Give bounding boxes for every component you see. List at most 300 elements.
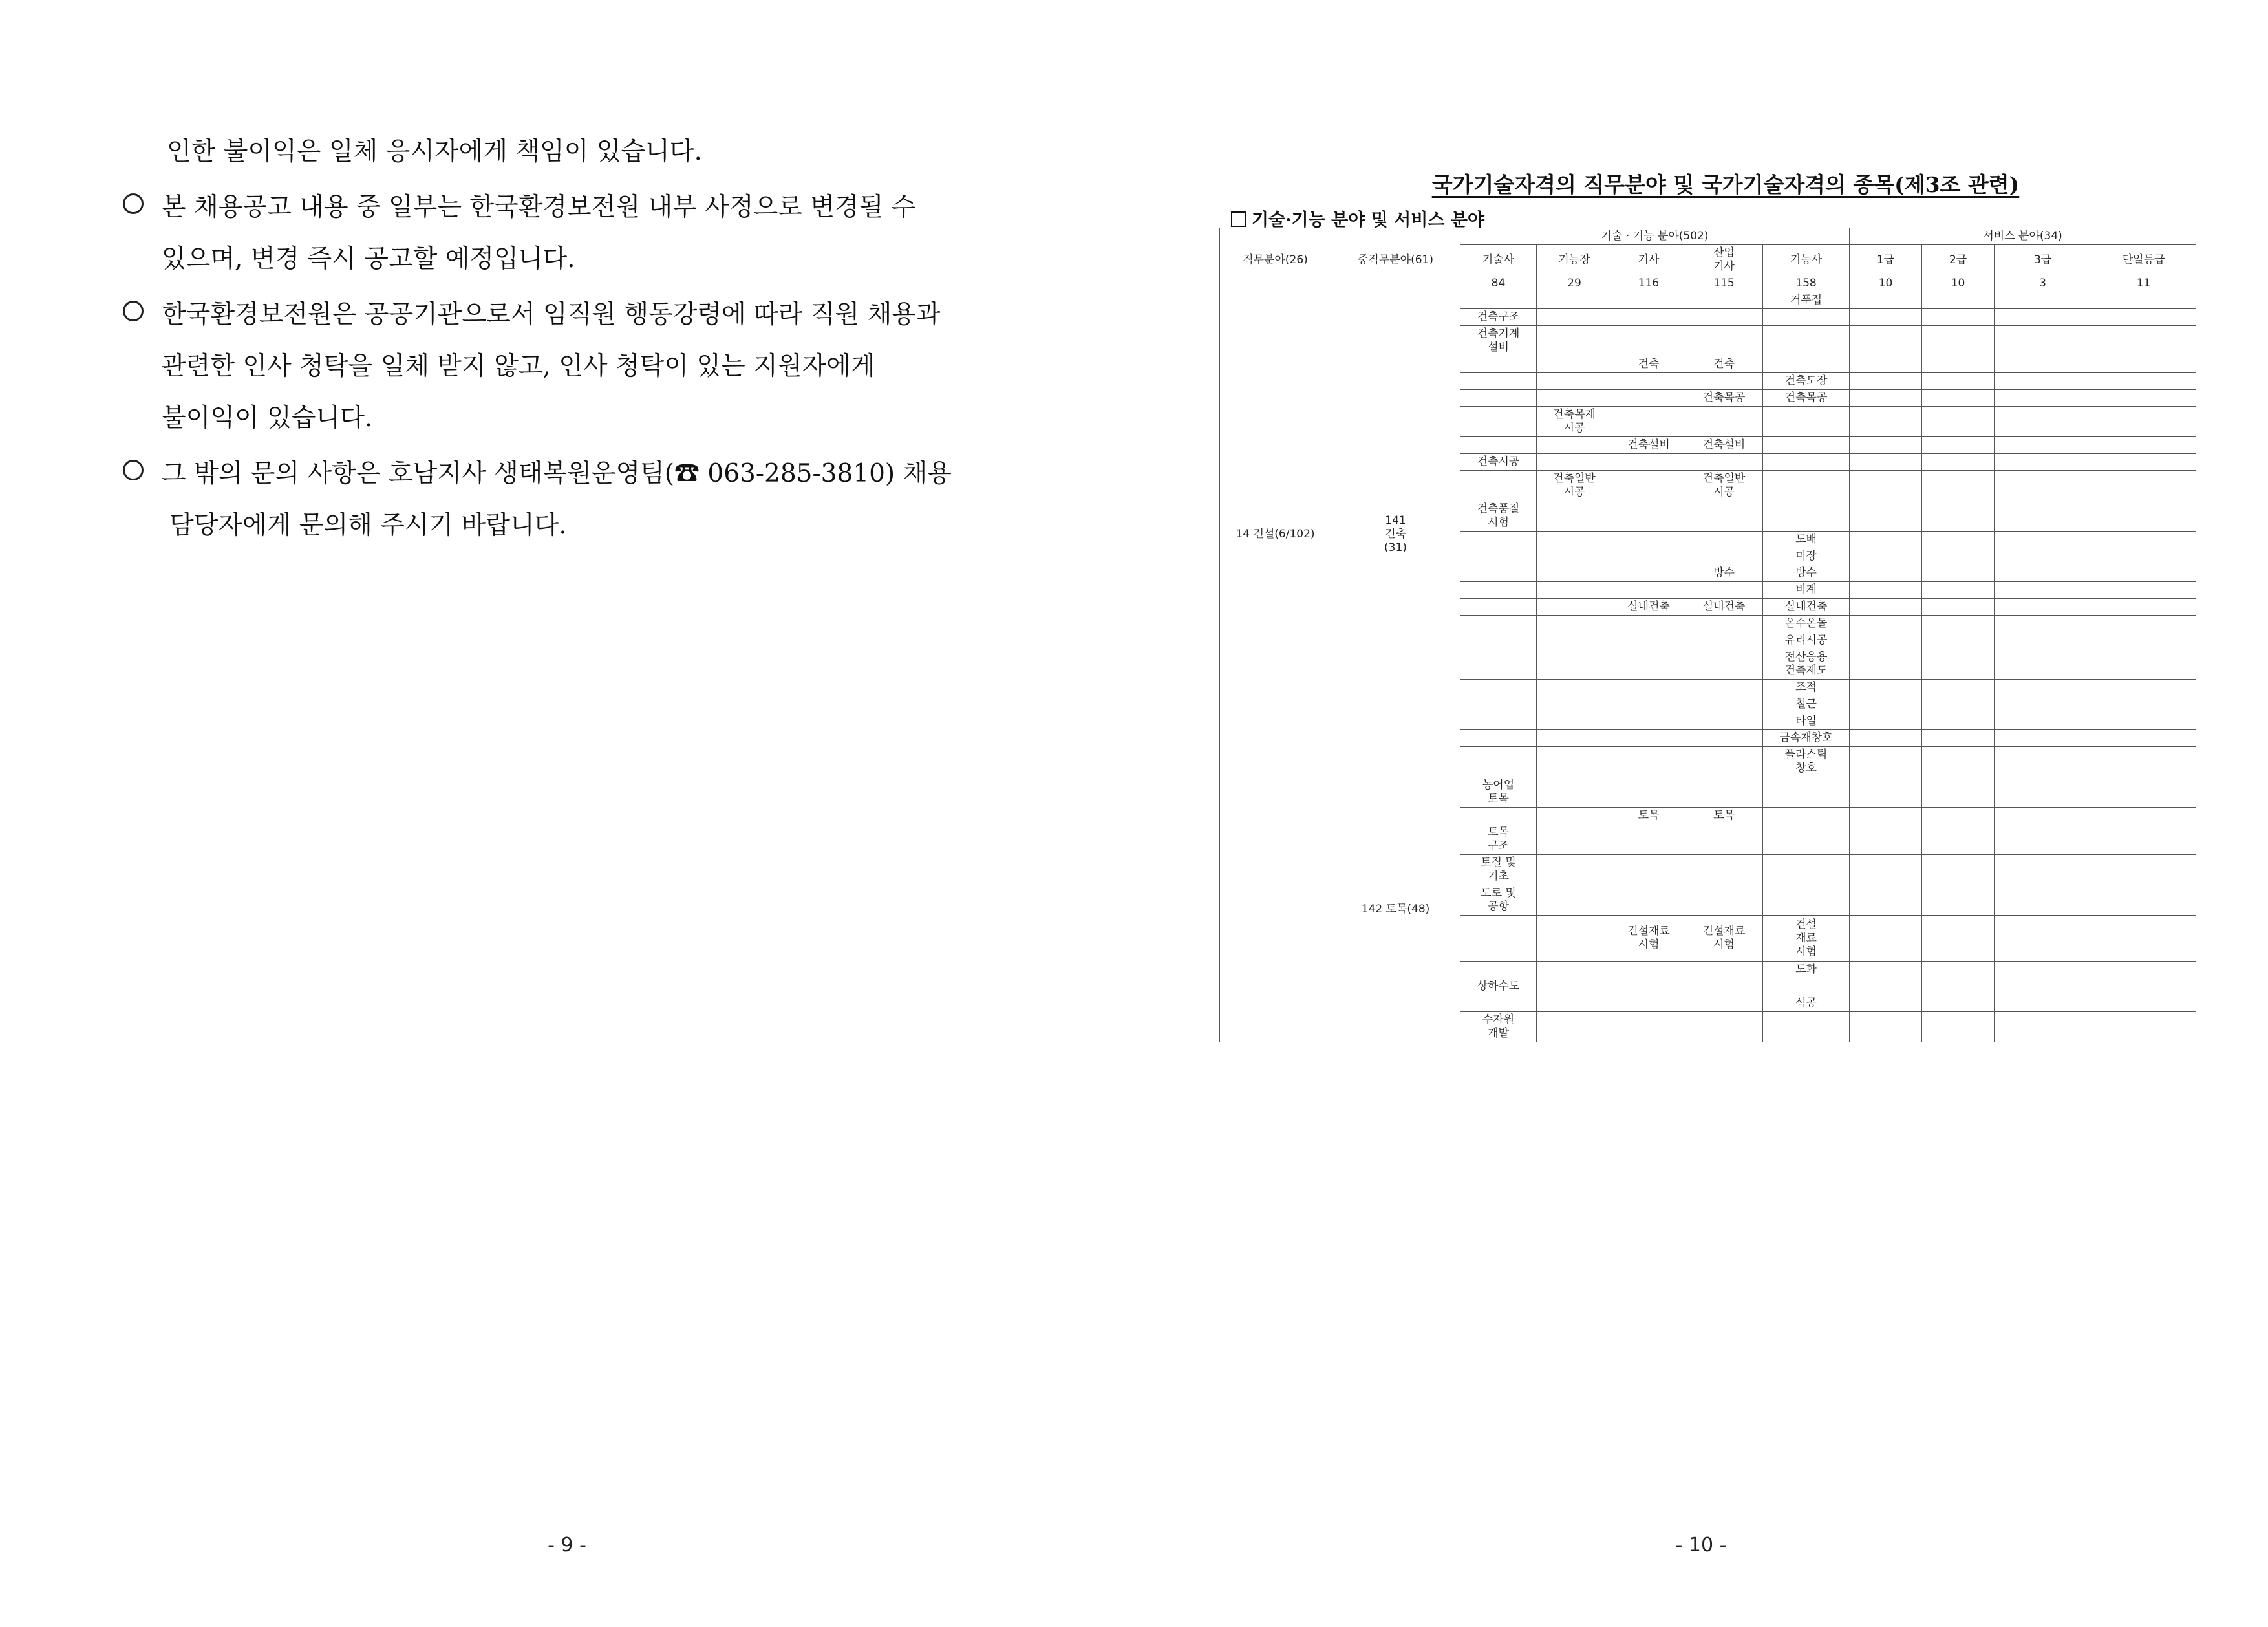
table-cell: 건축설비	[1685, 437, 1763, 454]
table-cell	[1995, 824, 2091, 855]
table-cell	[1995, 326, 2091, 356]
table-cell	[2091, 696, 2196, 713]
circle-bullet-icon	[123, 193, 144, 214]
table-cell	[1537, 808, 1612, 824]
table-cell	[1612, 995, 1685, 1012]
table-cell	[1995, 437, 2091, 454]
qualification-table	[1219, 228, 2196, 1042]
table-cell	[1995, 565, 2091, 582]
table-cell	[1850, 680, 1922, 696]
table-cell	[1612, 649, 1685, 680]
table-cell	[2091, 390, 2196, 407]
table-cell	[1685, 292, 1763, 309]
table-cell	[1460, 407, 1537, 437]
table-cell	[2091, 824, 2196, 855]
table-cell	[1612, 407, 1685, 437]
table-cell	[1763, 777, 1850, 808]
table-cell	[1537, 885, 1612, 916]
table-cell	[1995, 730, 2091, 747]
table-cell: 상하수도	[1460, 978, 1537, 995]
table-cell	[1850, 292, 1922, 309]
table-cell	[1460, 532, 1537, 548]
table-cell: 건축	[1612, 356, 1685, 373]
table-cell	[2091, 855, 2196, 885]
table-cell: 유리시공	[1763, 632, 1850, 649]
table-cell	[1850, 916, 1922, 962]
table-cell	[1995, 454, 2091, 471]
table-cell: 방수	[1685, 565, 1763, 582]
table-cell	[1850, 616, 1922, 632]
table-cell	[1685, 696, 1763, 713]
count-cell: 116	[1612, 275, 1685, 292]
table-cell	[1612, 747, 1685, 777]
table-cell	[1850, 309, 1922, 326]
table-cell	[1537, 824, 1612, 855]
table-cell	[1995, 373, 2091, 390]
group-header: 기술 · 기능 분야(502)	[1460, 228, 1850, 245]
table-cell	[1537, 548, 1612, 565]
table-cell	[1460, 696, 1537, 713]
table-cell: 실내건축	[1763, 599, 1850, 616]
table-cell	[1995, 356, 2091, 373]
table-cell	[2091, 326, 2196, 356]
table-cell	[1460, 390, 1537, 407]
table-cell	[1763, 356, 1850, 373]
count-cell: 10	[1922, 275, 1995, 292]
table-cell	[1685, 407, 1763, 437]
table-cell	[1460, 632, 1537, 649]
table-row	[1220, 292, 2196, 309]
table-cell	[2091, 730, 2196, 747]
table-cell	[1612, 565, 1685, 582]
table-cell: 건축일반 시공	[1685, 471, 1763, 501]
sub-field-cell: 142 토목(48)	[1331, 777, 1460, 1042]
table-cell	[1612, 309, 1685, 326]
table-cell	[2091, 1012, 2196, 1042]
table-cell	[1922, 616, 1995, 632]
table-cell	[1612, 326, 1685, 356]
table-cell	[1685, 1012, 1763, 1042]
table-cell	[1763, 407, 1850, 437]
table-cell	[1537, 373, 1612, 390]
page-number: - 10 -	[1675, 1534, 1727, 1557]
table-cell	[1922, 471, 1995, 501]
sub-field-cell: 141 건축 (31)	[1331, 292, 1460, 777]
table-cell	[1850, 855, 1922, 885]
table-cell	[1995, 548, 2091, 565]
table-cell	[2091, 713, 2196, 730]
table-cell: 건축도장	[1763, 373, 1850, 390]
table-cell	[1763, 309, 1850, 326]
column-header: 중직무분야(61)	[1331, 228, 1460, 292]
table-cell: 실내건축	[1612, 599, 1685, 616]
table-cell	[1612, 1012, 1685, 1042]
table-cell	[1763, 471, 1850, 501]
table-cell	[2091, 565, 2196, 582]
column-header: 1급	[1850, 245, 1922, 275]
table-cell	[1922, 501, 1995, 532]
paragraph-line: 인한 불이익은 일체 응시자에게 책임이 있습니다.	[167, 137, 702, 166]
table-cell	[1922, 407, 1995, 437]
table-cell	[1612, 978, 1685, 995]
table-cell	[1612, 696, 1685, 713]
table-cell	[1460, 292, 1537, 309]
table-cell	[1995, 1012, 2091, 1042]
table-cell	[1685, 680, 1763, 696]
table-cell	[1922, 680, 1995, 696]
table-cell	[1460, 962, 1537, 978]
table-cell	[1460, 373, 1537, 390]
table-cell	[1922, 777, 1995, 808]
table-cell	[1763, 855, 1850, 885]
table-cell	[1537, 649, 1612, 680]
table-cell	[1460, 730, 1537, 747]
table-cell	[1612, 824, 1685, 855]
table-cell	[2091, 962, 2196, 978]
table-cell	[1995, 632, 2091, 649]
group-header: 서비스 분야(34)	[1850, 228, 2196, 245]
table-cell	[1763, 437, 1850, 454]
table-cell	[1850, 632, 1922, 649]
table-cell: 온수온돌	[1763, 616, 1850, 632]
table-cell	[1850, 599, 1922, 616]
table-cell	[1995, 978, 2091, 995]
checkbox-icon	[1231, 211, 1246, 227]
table-cell	[1922, 373, 1995, 390]
table-cell	[2091, 356, 2196, 373]
count-cell: 158	[1763, 275, 1850, 292]
count-cell: 84	[1460, 275, 1537, 292]
table-cell	[1460, 747, 1537, 777]
paragraph	[123, 448, 1041, 552]
column-header: 기술사	[1460, 245, 1537, 275]
table-cell	[1850, 565, 1922, 582]
table-cell	[1922, 632, 1995, 649]
table-row	[1220, 777, 2196, 808]
table-cell	[1922, 916, 1995, 962]
table-cell	[1537, 437, 1612, 454]
table-cell	[2091, 373, 2196, 390]
table-cell	[1685, 978, 1763, 995]
table-cell	[1612, 582, 1685, 599]
table-cell	[2091, 995, 2196, 1012]
table-cell: 건축목공	[1763, 390, 1850, 407]
table-cell: 건축일반 시공	[1537, 471, 1612, 501]
table-cell	[1537, 390, 1612, 407]
table-cell	[1922, 356, 1995, 373]
table-cell	[1850, 532, 1922, 548]
paragraph	[123, 126, 1041, 178]
table-cell	[1922, 824, 1995, 855]
table-cell	[1612, 730, 1685, 747]
table-cell: 조적	[1763, 680, 1850, 696]
table-cell	[1995, 599, 2091, 616]
table-cell	[1460, 808, 1537, 824]
table-cell	[2091, 649, 2196, 680]
table-cell: 건축구조	[1460, 309, 1537, 326]
table-cell: 도배	[1763, 532, 1850, 548]
table-cell	[1850, 713, 1922, 730]
table-cell: 방수	[1763, 565, 1850, 582]
table-cell	[1460, 471, 1537, 501]
table-cell: 도로 및 공항	[1460, 885, 1537, 916]
table-cell	[1995, 501, 2091, 532]
table-cell	[1612, 532, 1685, 548]
table-cell	[1995, 582, 2091, 599]
table-cell	[1922, 649, 1995, 680]
table-cell	[1685, 632, 1763, 649]
table-cell	[1537, 777, 1612, 808]
table-cell	[2091, 548, 2196, 565]
table-cell	[2091, 292, 2196, 309]
table-cell	[1685, 326, 1763, 356]
table-cell	[1685, 885, 1763, 916]
table-cell	[1850, 390, 1922, 407]
table-cell	[1537, 995, 1612, 1012]
circle-bullet-icon	[123, 301, 144, 321]
table-cell	[1685, 548, 1763, 565]
table-cell	[1537, 730, 1612, 747]
table-cell	[1850, 326, 1922, 356]
table-cell	[1685, 747, 1763, 777]
table-cell	[1995, 649, 2091, 680]
table-cell	[1537, 747, 1612, 777]
column-header: 기사	[1612, 245, 1685, 275]
table-cell	[1995, 616, 2091, 632]
table-cell	[1537, 978, 1612, 995]
table-cell	[1850, 649, 1922, 680]
table-cell	[1763, 824, 1850, 855]
paragraph-line: 관련한 인사 청탁을 일체 받지 않고, 인사 청탁이 있는 지원자에게	[162, 352, 875, 381]
table-cell	[1995, 713, 2091, 730]
table-header-row	[1220, 228, 2196, 245]
table-cell	[1612, 777, 1685, 808]
table-cell	[1537, 680, 1612, 696]
table-cell	[1922, 713, 1995, 730]
table-cell	[1995, 309, 2091, 326]
table-cell	[1922, 309, 1995, 326]
table-cell: 미장	[1763, 548, 1850, 565]
table-cell	[1995, 855, 2091, 885]
table-cell	[1850, 548, 1922, 565]
table-cell: 건설재료 시험	[1612, 916, 1685, 962]
table-cell	[1685, 730, 1763, 747]
count-cell: 10	[1850, 275, 1922, 292]
table-cell	[1995, 696, 2091, 713]
table-cell: 거푸집	[1763, 292, 1850, 309]
table-cell	[1922, 1012, 1995, 1042]
column-header: 산업 기사	[1685, 245, 1763, 275]
table-cell	[1612, 548, 1685, 565]
table-cell	[1460, 995, 1537, 1012]
table-cell	[2091, 808, 2196, 824]
table-cell	[2091, 582, 2196, 599]
table-cell	[1850, 885, 1922, 916]
table-cell	[1460, 582, 1537, 599]
table-cell	[1922, 582, 1995, 599]
table-cell	[1612, 454, 1685, 471]
table-cell	[1460, 916, 1537, 962]
table-cell	[2091, 471, 2196, 501]
table-cell	[1922, 599, 1995, 616]
table-cell	[1537, 855, 1612, 885]
paragraph-line: 담당자에게 문의해 주시기 바랍니다.	[169, 511, 567, 540]
table-cell	[2091, 501, 2196, 532]
table-cell	[1850, 407, 1922, 437]
table-cell: 석공	[1763, 995, 1850, 1012]
table-cell	[1850, 373, 1922, 390]
left-page	[0, 0, 1134, 1604]
table-cell	[1612, 373, 1685, 390]
table-cell	[1922, 696, 1995, 713]
table-cell	[1612, 632, 1685, 649]
table-cell	[1995, 471, 2091, 501]
table-cell	[1995, 916, 2091, 962]
table-cell	[1922, 747, 1995, 777]
table-cell	[1763, 978, 1850, 995]
table-cell	[1537, 713, 1612, 730]
paragraph-line: 그 밖의 문의 사항은 호남지사 생태복원운영팀(☎ 063-285-3810) 채용	[162, 459, 952, 488]
table-cell: 타일	[1763, 713, 1850, 730]
table-cell	[1537, 582, 1612, 599]
table-cell	[1685, 995, 1763, 1012]
column-header: 2급	[1922, 245, 1995, 275]
table-cell	[1850, 808, 1922, 824]
table-cell	[1995, 995, 2091, 1012]
table-cell	[1685, 373, 1763, 390]
table-cell	[2091, 309, 2196, 326]
table-cell	[1995, 680, 2091, 696]
table-cell	[1537, 532, 1612, 548]
count-cell: 3	[1995, 275, 2091, 292]
table-cell	[1922, 808, 1995, 824]
table-cell	[1995, 808, 2091, 824]
table-cell: 건축시공	[1460, 454, 1537, 471]
table-cell	[2091, 599, 2196, 616]
table-cell	[1763, 501, 1850, 532]
table-cell	[1995, 532, 2091, 548]
table-cell	[1685, 855, 1763, 885]
table-cell	[1537, 501, 1612, 532]
table-cell	[1922, 730, 1995, 747]
table-cell	[1850, 747, 1922, 777]
table-cell	[2091, 885, 2196, 916]
table-cell	[1685, 962, 1763, 978]
table-cell	[1685, 713, 1763, 730]
table-cell	[1460, 565, 1537, 582]
table-cell	[1685, 824, 1763, 855]
table-cell	[1537, 599, 1612, 616]
table-cell	[1460, 437, 1537, 454]
paragraph-line: 있으며, 변경 즉시 공고할 예정입니다.	[162, 244, 575, 274]
table-cell	[1537, 1012, 1612, 1042]
table-cell	[1612, 713, 1685, 730]
table-cell	[1537, 292, 1612, 309]
table-cell: 건설재료 시험	[1685, 916, 1763, 962]
table-cell	[1995, 407, 2091, 437]
table-cell	[1922, 326, 1995, 356]
page-bottom-margin	[1219, 1498, 2197, 1627]
table-cell	[1612, 855, 1685, 885]
count-cell: 115	[1685, 275, 1763, 292]
right-page	[1134, 0, 2268, 1604]
paragraph-line: 한국환경보전원은 공공기관으로서 임직원 행동강령에 따라 직원 채용과	[162, 300, 941, 329]
table-cell	[1460, 649, 1537, 680]
table-cell: 건축목재 시공	[1537, 407, 1612, 437]
table-cell: 건축	[1685, 356, 1763, 373]
table-cell	[1460, 599, 1537, 616]
table-cell: 실내건축	[1685, 599, 1763, 616]
table-cell	[1850, 730, 1922, 747]
table-cell	[1850, 978, 1922, 995]
table-cell	[2091, 747, 2196, 777]
table-cell	[1537, 565, 1612, 582]
table-cell: 토질 및 기초	[1460, 855, 1537, 885]
table-cell	[1995, 747, 2091, 777]
paragraph	[123, 289, 1041, 444]
table-cell	[1995, 390, 2091, 407]
table-cell: 금속재창호	[1763, 730, 1850, 747]
table-cell: 토목	[1685, 808, 1763, 824]
count-cell: 11	[2091, 275, 2196, 292]
table-cell	[1922, 995, 1995, 1012]
job-field-cell-continued	[1220, 777, 1331, 1042]
table-cell	[1537, 916, 1612, 962]
table-cell	[1685, 616, 1763, 632]
table-cell	[1922, 962, 1995, 978]
table-cell	[1537, 454, 1612, 471]
table-cell	[1763, 1012, 1850, 1042]
column-header: 기능사	[1763, 245, 1850, 275]
page-number: - 9 -	[548, 1534, 586, 1557]
table-cell: 비계	[1763, 582, 1850, 599]
count-cell: 29	[1537, 275, 1612, 292]
table-cell	[2091, 454, 2196, 471]
table-cell	[1850, 995, 1922, 1012]
table-cell	[1537, 962, 1612, 978]
table-cell	[1612, 390, 1685, 407]
table-cell: 농어업 토목	[1460, 777, 1537, 808]
table-cell	[1763, 326, 1850, 356]
table-cell	[2091, 777, 2196, 808]
table-cell	[1460, 713, 1537, 730]
table-cell	[1685, 309, 1763, 326]
table-cell	[1922, 454, 1995, 471]
table-cell	[1922, 532, 1995, 548]
column-header: 기능장	[1537, 245, 1612, 275]
table-cell	[1922, 855, 1995, 885]
column-header: 3급	[1995, 245, 2091, 275]
table-cell	[1763, 885, 1850, 916]
table-cell	[2091, 978, 2196, 995]
table-cell	[1537, 309, 1612, 326]
table-cell	[1922, 437, 1995, 454]
table-cell	[1685, 777, 1763, 808]
table-cell: 건축목공	[1685, 390, 1763, 407]
table-cell: 건설 재료 시험	[1763, 916, 1850, 962]
table-cell	[1763, 454, 1850, 471]
table-cell	[1850, 356, 1922, 373]
table-cell	[1922, 565, 1995, 582]
table-cell	[1685, 501, 1763, 532]
table-cell	[1995, 885, 2091, 916]
table-cell: 건축기계 설비	[1460, 326, 1537, 356]
table-cell	[1850, 454, 1922, 471]
table-cell	[1995, 292, 2091, 309]
table-cell	[1460, 616, 1537, 632]
table-cell	[1850, 437, 1922, 454]
table-cell: 토목	[1612, 808, 1685, 824]
